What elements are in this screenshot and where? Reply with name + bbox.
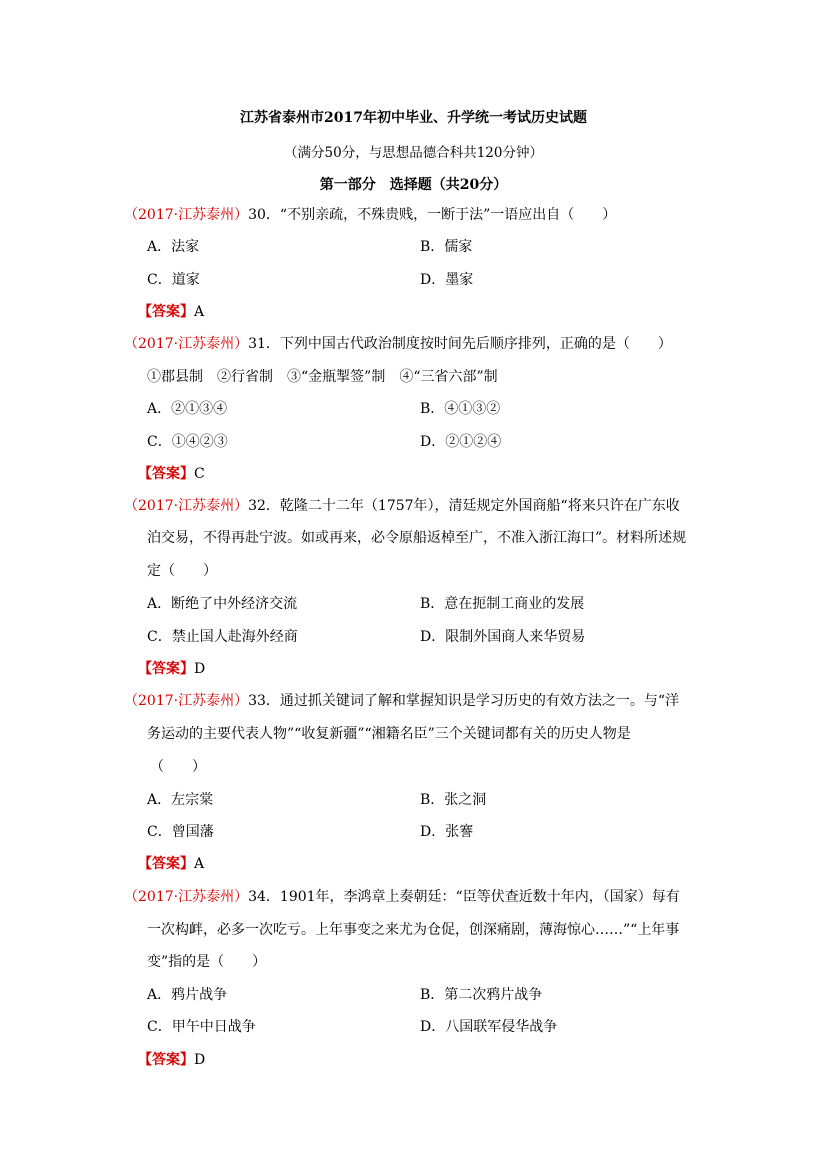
answer-value: C: [194, 466, 205, 482]
exam-info: （满分50分，与思想品德合科共120分钟）: [284, 145, 543, 161]
question-text: 33．通过抓关键词了解和掌握知识是学习历史的有效方法之一。与“洋: [248, 693, 680, 709]
question-text: 31．下列中国古代政治制度按时间先后顺序排列，正确的是（ ）: [248, 336, 672, 352]
question-32-line-2: 泊交易，不得再赴宁波。如或再来，必令原船返棹至广，不准入浙江海口”。材料所述规: [147, 530, 687, 546]
option-d: D．限制外国商人来华贸易: [420, 629, 586, 645]
source-tag: （2017·江苏泰州）: [124, 498, 249, 514]
answer-value: A: [194, 856, 205, 872]
option-c: C．曾国藩: [147, 824, 214, 840]
option-a: A．②①③④: [147, 401, 228, 417]
answer-value: D: [194, 1052, 206, 1068]
source-tag: （2017·江苏泰州）: [124, 889, 249, 905]
option-b: B．④①③②: [420, 401, 501, 417]
question-32-line-3: 定（ ）: [147, 563, 217, 579]
question-32-stem: [124, 496, 680, 516]
option-b: B．儒家: [420, 239, 473, 255]
option-a: A．左宗棠: [147, 792, 214, 808]
question-30-stem: [124, 205, 616, 225]
question-text: 30．“不别亲疏，不殊贵贱，一断于法”一语应出自（ ）: [248, 207, 617, 223]
answer-label: 【答案】: [138, 856, 194, 872]
source-tag: （2017·江苏泰州）: [124, 336, 249, 352]
answer-label: 【答案】: [138, 661, 194, 677]
option-b: B．第二次鸦片战争: [420, 987, 543, 1003]
question-33-line-3: （ ）: [150, 759, 206, 775]
answer-label: 【答案】: [138, 466, 194, 482]
option-d: D．墨家: [420, 272, 474, 288]
question-34-line-3: 变”指的是（ ）: [147, 954, 267, 970]
page-title: 江苏省泰州市2017年初中毕业、升学统一考试历史试题: [240, 110, 587, 126]
option-a: A．断绝了中外经济交流: [147, 596, 298, 612]
answer-32: [138, 659, 205, 679]
option-c: C．①④②③: [147, 434, 228, 450]
answer-value: D: [194, 661, 206, 677]
option-b: B．意在扼制工商业的发展: [420, 596, 585, 612]
question-31-items: ①郡县制 ②行省制 ③“金瓶掣签”制 ④“三省六部”制: [147, 369, 498, 385]
question-text: 34．1901年，李鸿章上奏朝廷：“臣等伏查近数十年内，（国家）每有: [248, 889, 680, 905]
answer-30: [138, 302, 204, 322]
option-a: A．鸦片战争: [147, 987, 228, 1003]
question-33-line-2: 务运动的主要代表人物”“收复新疆”“湘籍名臣”三个关键词都有关的历史人物是: [147, 726, 631, 742]
option-b: B．张之洞: [420, 792, 487, 808]
answer-label: 【答案】: [138, 304, 194, 320]
answer-label: 【答案】: [138, 1052, 194, 1068]
question-34-line-2: 一次构衅，必多一次吃亏。上年事变之来尤为仓促，创深痛剧，薄海惊心……”“上年事: [147, 922, 680, 938]
option-a: A．法家: [147, 239, 200, 255]
option-d: D．八国联军侵华战争: [420, 1019, 558, 1035]
answer-31: [138, 464, 205, 484]
option-c: C．甲午中日战争: [147, 1019, 256, 1035]
source-tag: （2017·江苏泰州）: [124, 693, 249, 709]
question-31-stem: [124, 334, 672, 354]
option-c: C．禁止国人赴海外经商: [147, 629, 298, 645]
section-heading: 第一部分 选择题（共20分）: [319, 177, 508, 193]
source-tag: （2017·江苏泰州）: [124, 207, 249, 223]
option-c: C．道家: [147, 272, 200, 288]
answer-value: A: [194, 304, 205, 320]
question-33-stem: [124, 691, 679, 711]
option-d: D．②①②④: [420, 434, 502, 450]
question-text: 32．乾隆二十二年（1757年），清廷规定外国商船“将来只许在广东收: [248, 498, 680, 514]
question-34-stem: [124, 887, 680, 907]
option-d: D．张謇: [420, 824, 474, 840]
answer-33: [138, 854, 204, 874]
answer-34: [138, 1050, 205, 1070]
